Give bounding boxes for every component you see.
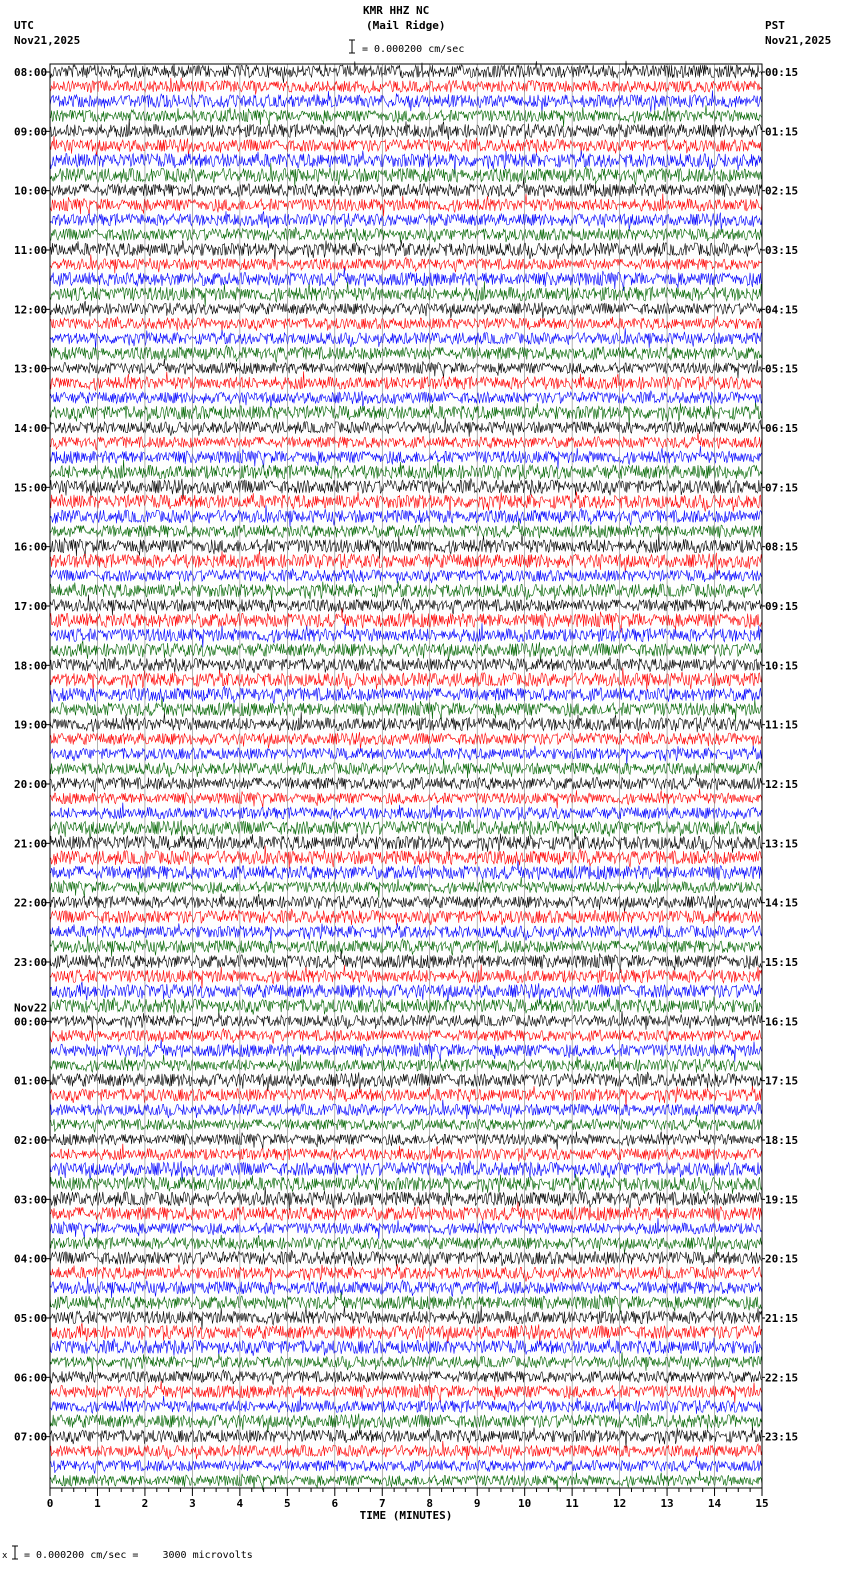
seismogram-trace (50, 1029, 762, 1044)
utc-hour-label: 08:00 (14, 66, 48, 79)
seismogram-trace (50, 936, 762, 957)
x-tick-label: 6 (331, 1497, 339, 1510)
x-tick-label: 13 (660, 1497, 674, 1510)
utc-hour-label: 12:00 (14, 303, 48, 317)
seismogram-trace (50, 1250, 762, 1266)
utc-hour-label: 04:00 (14, 1252, 48, 1266)
seismogram-trace (50, 965, 762, 989)
seismogram-trace (50, 492, 762, 515)
seismogram-trace (50, 359, 762, 379)
x-tick-label: 1 (94, 1497, 101, 1510)
seismogram-trace (50, 623, 762, 647)
seismogram-trace (50, 641, 762, 662)
pst-hour-label: 10:15 (765, 659, 799, 673)
utc-hour-label: 20:00 (14, 778, 48, 791)
seismogram-trace (50, 1338, 762, 1356)
x-tick-label: 10 (518, 1497, 532, 1510)
seismogram-trace (50, 1323, 762, 1344)
pst-hour-label: 12:15 (765, 778, 799, 791)
utc-hour-label: 17:00 (14, 600, 48, 613)
utc-hour-label: 22:00 (14, 896, 48, 910)
x-tick-label: 11 (565, 1497, 579, 1510)
utc-hour-label: 01:00 (14, 1074, 48, 1088)
seismogram-trace (50, 861, 762, 880)
seismogram-trace (50, 534, 762, 559)
seismogram-trace (50, 789, 762, 809)
pst-hour-label: 11:15 (765, 718, 799, 732)
utc-hour-label: 03:00 (14, 1193, 48, 1207)
seismogram-trace (50, 505, 762, 526)
seismogram-trace (50, 1396, 762, 1415)
seismogram-trace (50, 418, 762, 437)
seismogram-trace (50, 179, 762, 197)
seismogram-trace (50, 1011, 762, 1031)
pst-hour-label: 04:15 (765, 303, 799, 317)
seismogram-trace (50, 255, 762, 274)
utc-hour-label: 02:00 (14, 1134, 48, 1147)
seismogram-trace (50, 78, 762, 95)
utc-hour-label: 21:00 (14, 837, 48, 851)
seismogram-trace (50, 1277, 762, 1298)
seismogram-trace (50, 1086, 762, 1107)
seismogram-trace (50, 316, 762, 331)
seismogram-trace (50, 1427, 762, 1448)
utc-hour-label: 23:00 (14, 956, 48, 969)
utc-hour-label: 16:00 (14, 540, 48, 554)
pst-hour-label: 06:15 (765, 422, 799, 435)
utc-hour-label: 13:00 (14, 362, 48, 376)
seismogram-trace (50, 1235, 762, 1254)
seismogram-trace (50, 1292, 762, 1315)
seismogram-trace (50, 1456, 762, 1473)
x-axis-label: TIME (MINUTES) (359, 1509, 453, 1522)
seismogram-trace (50, 1264, 762, 1284)
seismogram-trace (50, 268, 762, 291)
utc-hour-label: 09:00 (14, 125, 48, 139)
x-tick-label: 15 (755, 1497, 769, 1510)
seismogram-trace (50, 346, 762, 363)
seismogram-trace (50, 656, 762, 673)
footer-scale-label: = 0.000200 cm/sec = 3000 microvolts (24, 1550, 253, 1561)
seismogram-trace (50, 1441, 762, 1460)
seismogram-trace (50, 846, 762, 869)
seismogram-trace (50, 1055, 762, 1074)
pst-hour-label: 09:15 (765, 600, 799, 613)
right-timezone: PST (765, 19, 785, 32)
date-change-label: Nov22 (14, 1001, 48, 1015)
seismogram-trace (50, 163, 762, 186)
utc-hour-label: 00:00 (14, 1015, 48, 1029)
pst-hour-label: 19:15 (765, 1193, 799, 1207)
utc-hour-label: 15:00 (14, 481, 48, 495)
utc-hour-label: 10:00 (14, 184, 48, 198)
seismogram-trace (50, 391, 762, 409)
utc-hour-label: 07:00 (14, 1430, 48, 1444)
seismogram-trace (50, 950, 762, 973)
pst-hour-label: 21:15 (765, 1312, 799, 1325)
pst-hour-label: 20:15 (765, 1252, 799, 1266)
seismogram-trace (50, 194, 762, 217)
pst-hour-label: 14:15 (765, 896, 799, 910)
seismogram-trace (50, 686, 762, 703)
seismogram-trace (50, 803, 762, 822)
left-date: Nov21,2025 (14, 34, 81, 47)
seismogram-trace (50, 521, 762, 539)
seismogram-trace (50, 1381, 762, 1403)
x-tick-label: 8 (426, 1497, 434, 1510)
station-title: KMR HHZ NC (363, 4, 430, 17)
seismogram-trace (50, 997, 762, 1015)
pst-hour-label: 03:15 (765, 244, 799, 257)
seismogram-trace (50, 909, 762, 925)
pst-hour-label: 00:15 (765, 66, 799, 79)
seismogram-trace (50, 698, 762, 722)
footer-prefix: x (2, 1551, 8, 1561)
seismogram-trace (50, 460, 762, 482)
utc-hour-label: 18:00 (14, 659, 48, 673)
pst-hour-label: 23:15 (765, 1430, 799, 1444)
pst-hour-label: 05:15 (765, 362, 799, 376)
seismogram-trace (50, 90, 762, 112)
x-tick-label: 3 (189, 1497, 196, 1510)
pst-hour-label: 22:15 (765, 1371, 799, 1385)
seismogram-trace (50, 581, 762, 603)
seismogram-trace (50, 136, 762, 157)
x-tick-label: 14 (707, 1497, 722, 1510)
pst-hour-label: 07:15 (765, 481, 799, 495)
scale-label: = 0.000200 cm/sec (362, 44, 465, 55)
utc-hour-label: 14:00 (14, 422, 48, 435)
seismogram-trace (50, 894, 762, 913)
pst-hour-label: 18:15 (765, 1134, 799, 1147)
seismogram-trace (50, 595, 762, 616)
seismogram-trace (50, 1130, 762, 1150)
seismogram-trace (50, 1115, 762, 1132)
seismogram-trace (50, 403, 762, 426)
x-tick-label: 7 (378, 1497, 386, 1510)
x-tick-label: 12 (612, 1497, 627, 1510)
seismogram-trace (50, 923, 762, 943)
seismogram-trace (50, 668, 762, 693)
utc-hour-label: 19:00 (14, 718, 48, 732)
seismogram-trace (50, 551, 762, 573)
seismogram-trace (50, 982, 762, 1004)
seismogram-trace (50, 433, 762, 451)
seismogram-trace (50, 1202, 762, 1221)
seismogram-trace (50, 301, 762, 319)
pst-hour-label: 15:15 (765, 956, 799, 969)
seismogram-trace (50, 1352, 762, 1372)
x-tick-label: 4 (236, 1497, 244, 1510)
seismogram-trace (50, 478, 762, 499)
pst-hour-label: 02:15 (765, 184, 799, 198)
seismogram-trace (50, 1306, 762, 1330)
seismogram-trace (50, 1218, 762, 1239)
seismogram-trace (50, 119, 762, 140)
utc-hour-label: 06:00 (14, 1371, 48, 1385)
seismogram-trace (50, 1100, 762, 1119)
station-location: (Mail Ridge) (366, 19, 446, 32)
seismogram-trace (50, 1072, 762, 1092)
seismogram-trace (50, 759, 762, 779)
seismogram-trace (50, 1413, 762, 1433)
seismogram-trace (50, 371, 762, 391)
seismogram-trace (50, 1370, 762, 1385)
seismogram-trace (50, 227, 762, 242)
pst-hour-label: 08:15 (765, 540, 799, 554)
seismogram-trace (50, 150, 762, 173)
seismogram-trace (50, 1144, 762, 1163)
pst-hour-label: 17:15 (765, 1074, 799, 1088)
x-tick-label: 5 (284, 1497, 291, 1510)
footer-scale-bar-icon (10, 1545, 20, 1561)
seismogram-trace (50, 712, 762, 733)
seismogram-trace (50, 569, 762, 584)
pst-hour-label: 13:15 (765, 837, 799, 851)
seismogram-trace (50, 732, 762, 750)
seismogram-trace (50, 211, 762, 231)
seismogram-trace (50, 446, 762, 469)
seismogram-trace (50, 281, 762, 306)
utc-hour-label: 11:00 (14, 244, 48, 257)
x-tick-label: 9 (473, 1497, 481, 1510)
left-timezone: UTC (14, 19, 34, 32)
seismogram-trace (50, 877, 762, 898)
x-tick-label: 0 (46, 1497, 54, 1510)
seismogram-trace (50, 1187, 762, 1210)
seismogram-trace (50, 328, 762, 349)
right-date: Nov21,2025 (765, 34, 832, 47)
pst-hour-label: 16:15 (765, 1015, 799, 1029)
x-tick-label: 2 (141, 1497, 149, 1510)
seismogram-trace (50, 746, 762, 765)
utc-hour-label: 05:00 (14, 1312, 48, 1325)
seismogram-trace (50, 773, 762, 792)
pst-hour-label: 01:15 (765, 125, 799, 139)
seismogram-trace (50, 1040, 762, 1062)
